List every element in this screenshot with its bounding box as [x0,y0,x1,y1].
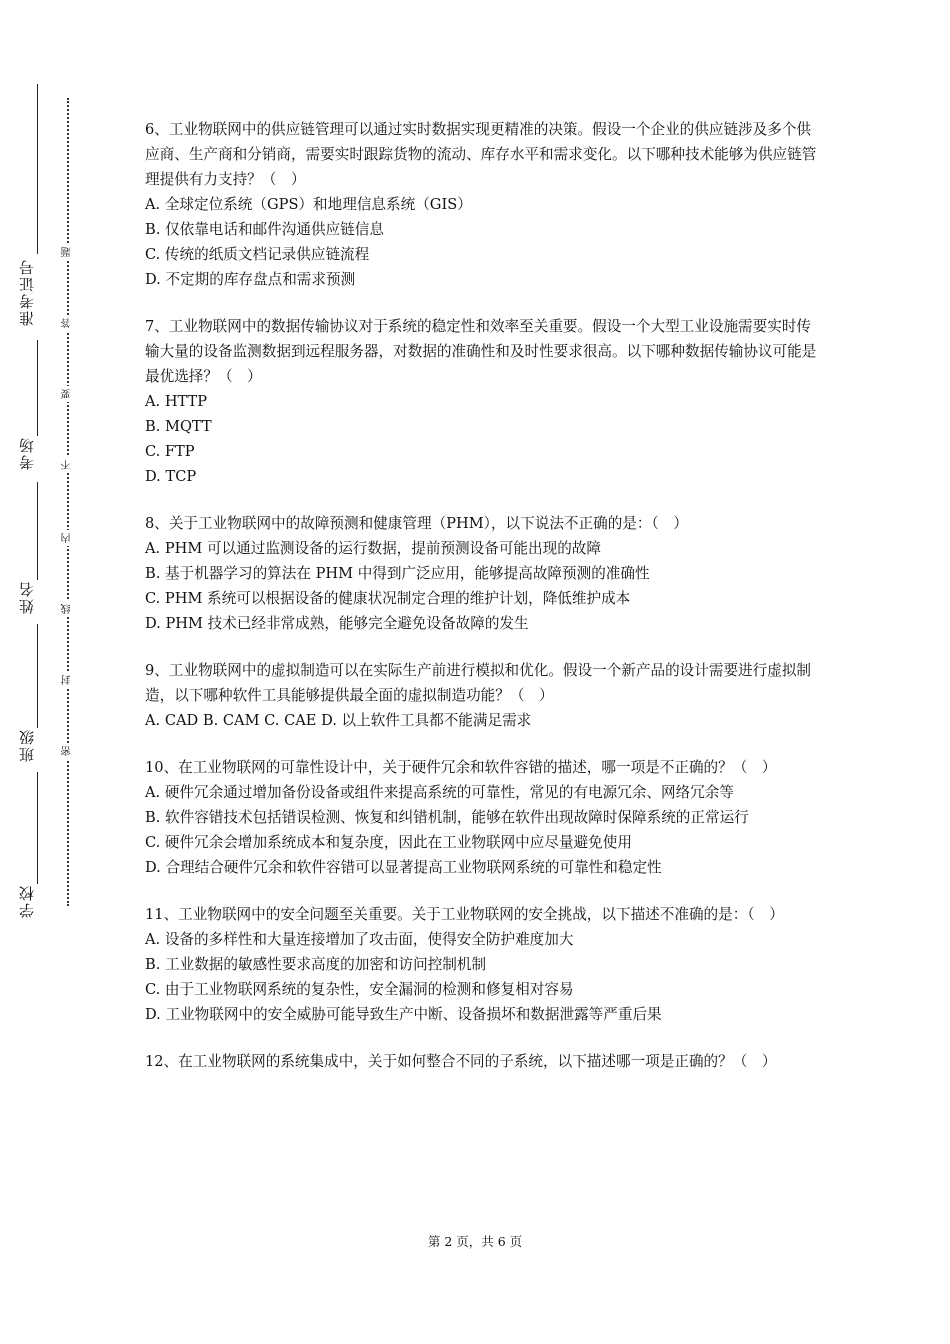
question-list [145,117,817,1096]
seal-char: 要 [60,386,76,402]
question-7 [145,314,817,489]
option-b: B. 基于机器学习的算法在 PHM 中得到广泛应用，能够提高故障预测的准确性 [145,565,650,582]
seal-char: 不 [60,457,76,473]
question-stem: 11、工业物联网中的安全问题至关重要。关于工业物联网的安全挑战，以下描述不准确的是：（ ） [145,906,784,923]
option-b: B. 软件容错技术包括错误检测、恢复和纠错机制，能够在软件出现故障时保障系统的正常运行 [145,809,749,826]
option-a: A. PHM 可以通过监测设备的运行数据，提前预测设备可能出现的故障 [145,540,601,557]
exam-number-label: 准考证号 [18,258,36,326]
seal-char: 题 [60,244,76,260]
question-stem: 8、关于工业物联网中的故障预测和健康管理（PHM），以下说法不正确的是：（ ） [145,515,688,532]
option-d: D. 合理结合硬件冗余和软件容错可以显著提高工业物联网系统的可靠性和稳定性 [145,859,662,876]
page-number: 第 2 页，共 6 页 [427,1234,523,1249]
option-b: B. MQTT [145,418,212,435]
option-c: C. 硬件冗余会增加系统成本和复杂度，因此在工业物联网中应尽量避免使用 [145,834,632,851]
option-c: C. 传统的纸质文档记录供应链流程 [145,246,370,263]
option-a: A. 硬件冗余通过增加备份设备或组件来提高系统的可靠性，常见的有电源冗余、网络冗余等 [145,784,734,801]
option-d: D. TCP [145,468,197,485]
question-9 [145,658,817,733]
question-stem: 9、工业物联网中的虚拟制造可以在实际生产前进行模拟和优化。假设一个新产品的设计需要进行虚拟制造，以下哪种软件工具能够提供最全面的虚拟制造功能？（ ） [145,662,812,704]
margin-line [37,340,38,436]
seal-char: 内 [60,530,76,546]
option-c: C. 由于工业物联网系统的复杂性，安全漏洞的检测和修复相对容易 [145,981,574,998]
question-stem: 12、在工业物联网的系统集成中，关于如何整合不同的子系统，以下描述哪一项是正确的？（ ） [145,1053,777,1070]
option-a: A. HTTP [145,393,208,410]
margin-line [37,84,38,254]
question-stem: 6、工业物联网中的供应链管理可以通过实时数据实现更精准的决策。假设一个企业的供应链涉及多个供应商、生产商和分销商，需要实时跟踪货物的流动、库存水平和需求变化。以下哪种技术能够为供应链管理提供有力支持？（ ） [145,121,817,188]
question-6 [145,117,817,292]
seal-char: 封 [60,672,76,688]
margin-line [37,624,38,728]
question-stem: 10、在工业物联网的可靠性设计中，关于硬件冗余和软件容错的描述，哪一项是不正确的？（ ） [145,759,777,776]
seal-char: 密 [60,743,76,759]
options-inline: A. CAD B. CAM C. CAE D. 以上软件工具都不能满足需求 [145,712,532,729]
option-d: D. 不定期的库存盘点和需求预测 [145,271,356,288]
question-12 [145,1049,817,1074]
class-label: 班级 [18,728,36,762]
option-b: B. 仅依靠电话和邮件沟通供应链信息 [145,221,384,238]
question-stem: 7、工业物联网中的数据传输协议对于系统的稳定性和效率至关重要。假设一个大型工业设施需要实时传输大量的设备监测数据到远程服务器，对数据的准确性和及时性要求很高。以下哪种数据传输协议可能是最优选择？（ ） [145,318,817,385]
option-a: A. 设备的多样性和大量连接增加了攻击面，使得安全防护难度加大 [145,931,574,948]
seal-char: 线 [60,601,76,617]
question-8 [145,511,817,636]
margin-line [37,482,38,580]
school-label: 学校 [18,884,36,918]
option-b: B. 工业数据的敏感性要求高度的加密和访问控制机制 [145,956,487,973]
option-c: C. FTP [145,443,195,460]
option-a: A. 全球定位系统（GPS）和地理信息系统（GIS） [145,196,472,213]
seal-dotted-line [67,98,69,906]
option-d: D. 工业物联网中的安全威胁可能导致生产中断、设备损坏和数据泄露等严重后果 [145,1006,662,1023]
margin-line [37,772,38,884]
option-c: C. PHM 系统可以根据设备的健康状况制定合理的维护计划，降低维护成本 [145,590,631,607]
seal-char: 答 [60,315,76,331]
student-name-label: 姓名 [18,580,36,614]
question-11 [145,902,817,1027]
option-d: D. PHM 技术已经非常成熟，能够完全避免设备故障的发生 [145,615,529,632]
exam-room-label: 考场 [18,436,36,470]
question-10 [145,755,817,880]
